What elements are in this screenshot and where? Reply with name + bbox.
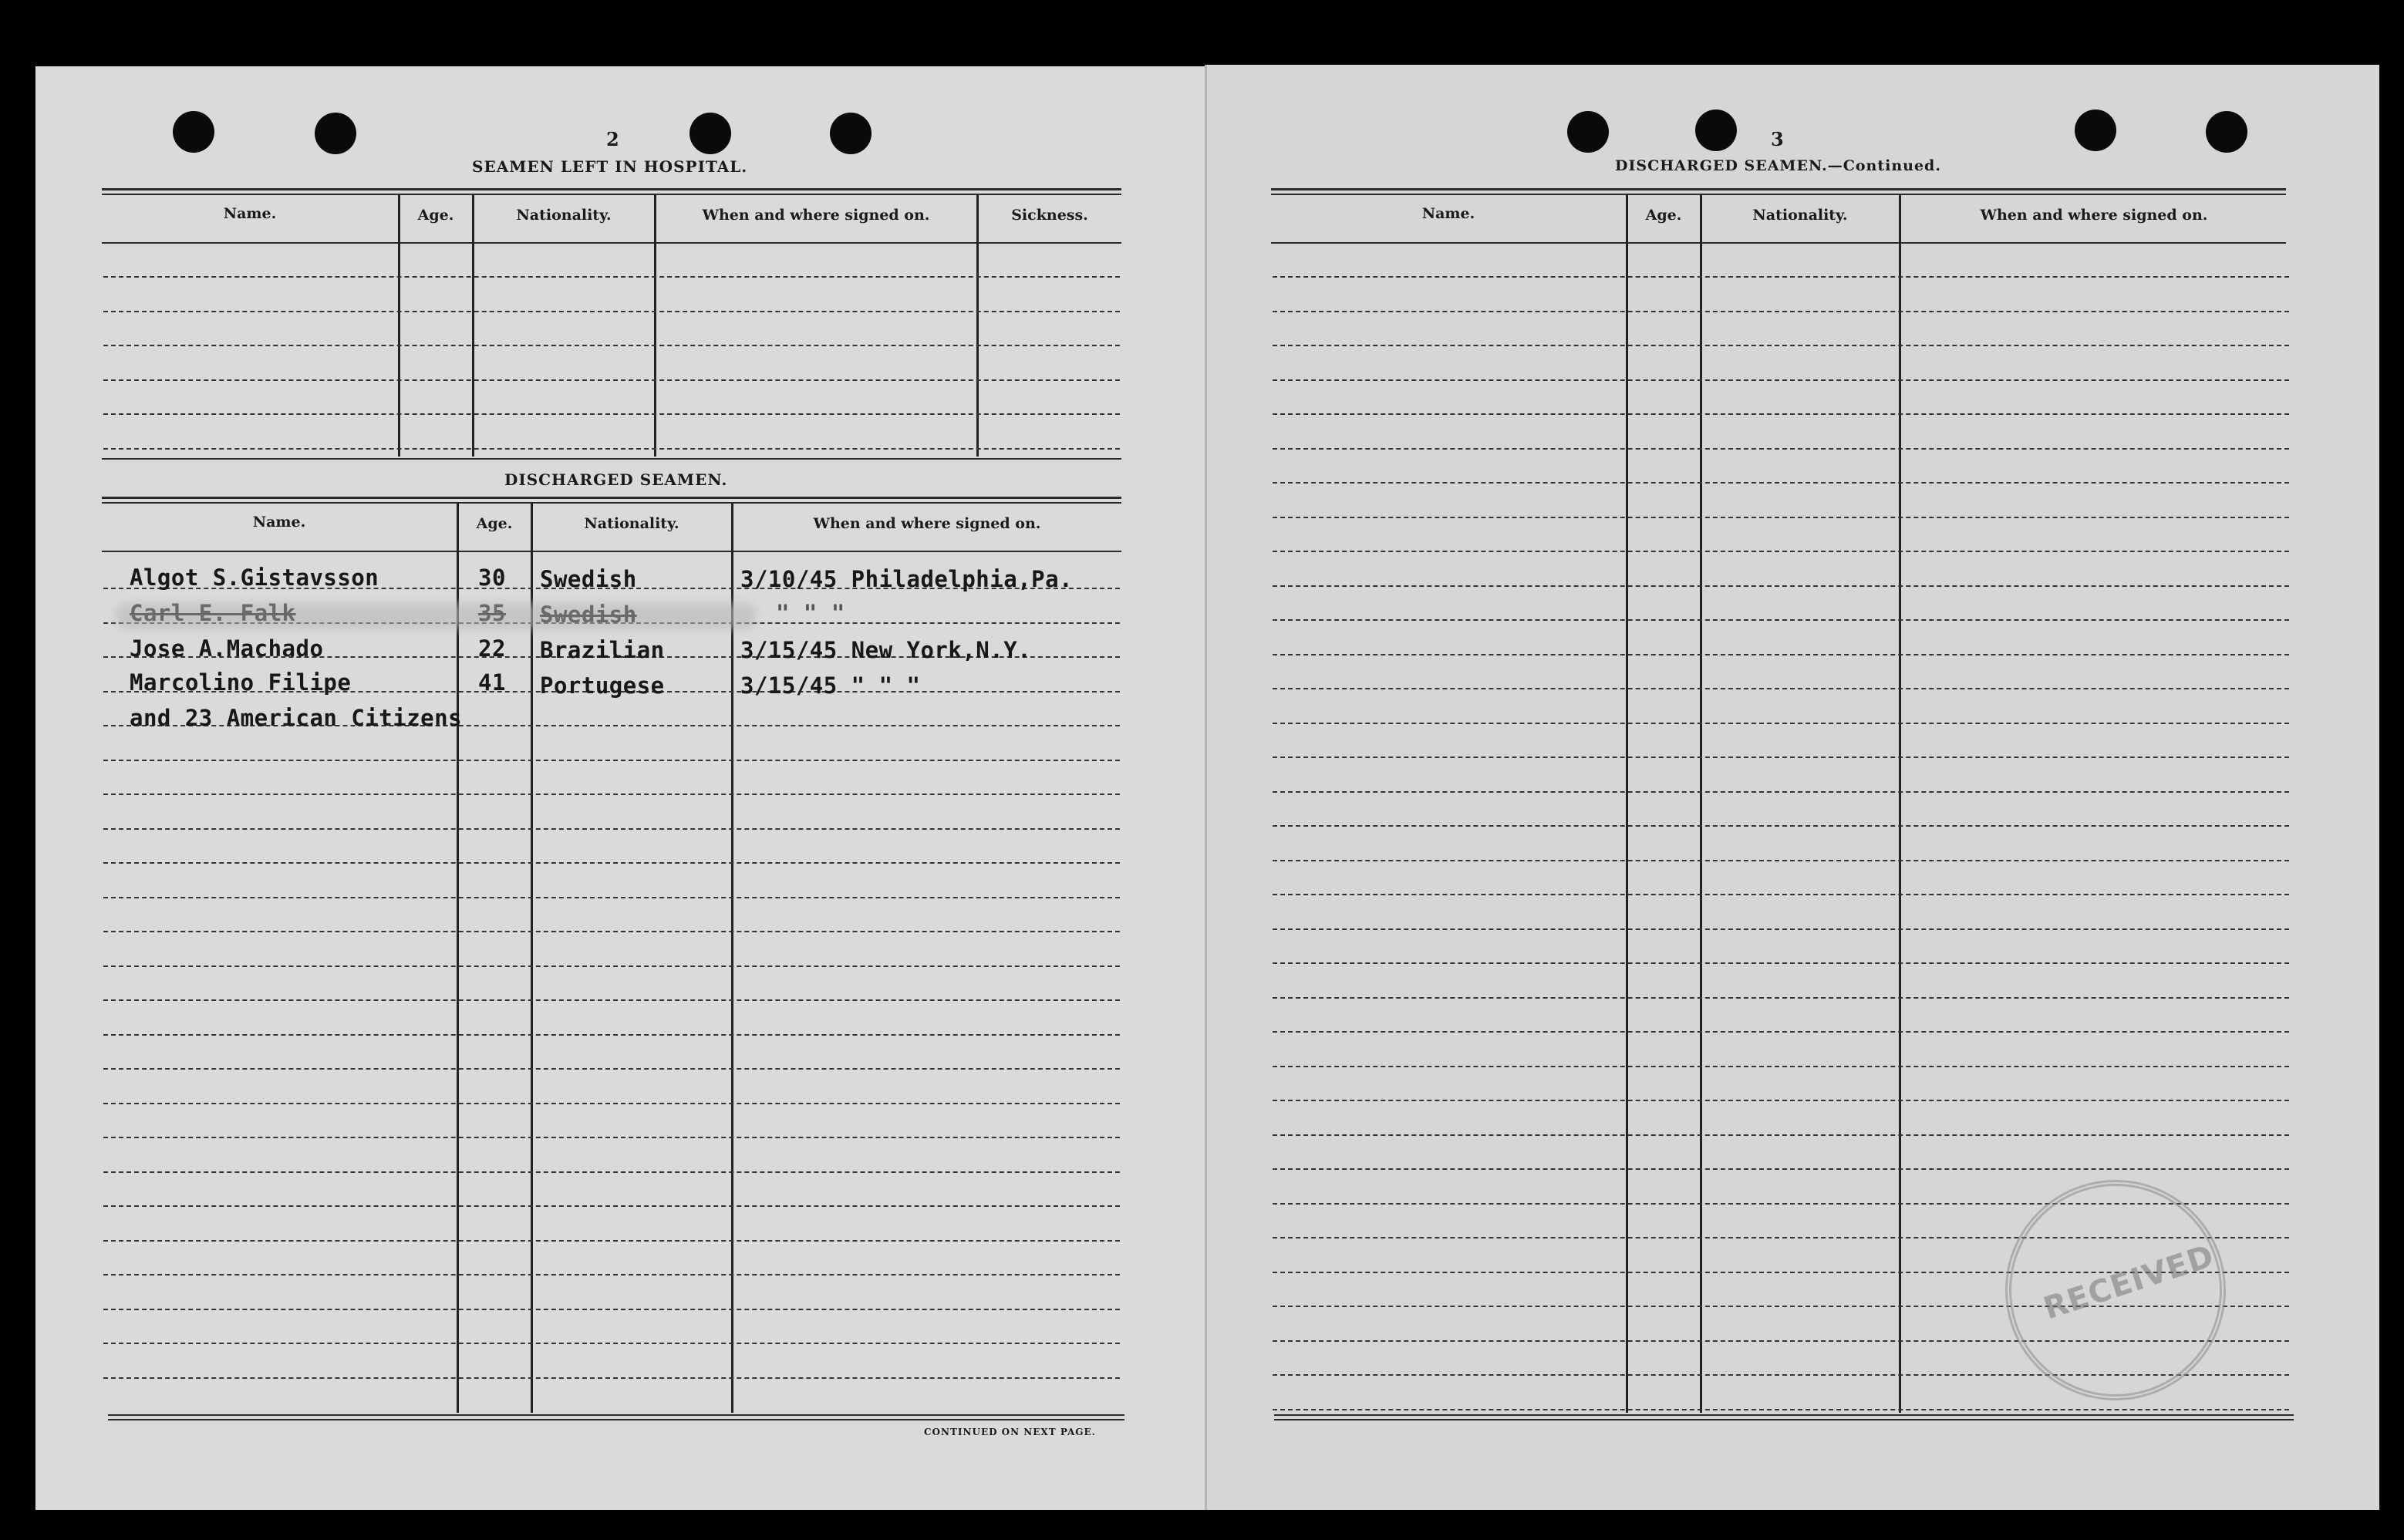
column-divider bbox=[1700, 194, 1702, 1413]
seaman-nationality: Portugese bbox=[540, 672, 665, 699]
ruled-line bbox=[1273, 311, 2289, 312]
page-number: 3 bbox=[1771, 128, 1784, 150]
ruled-line bbox=[1273, 723, 2289, 724]
header-signed-on: When and where signed on. bbox=[1980, 207, 2208, 224]
punch-hole bbox=[315, 113, 356, 154]
left-page bbox=[35, 66, 1209, 1510]
ruled-line bbox=[103, 1205, 1120, 1207]
column-divider bbox=[531, 503, 533, 1413]
ruled-line bbox=[1273, 757, 2289, 758]
seaman-age: 35 bbox=[478, 600, 506, 626]
table-rule bbox=[1271, 188, 2286, 190]
punch-hole bbox=[1695, 110, 1737, 151]
header-age: Age. bbox=[1645, 207, 1682, 224]
table-rule bbox=[102, 497, 1121, 499]
table-rule bbox=[108, 1419, 1124, 1420]
punch-hole bbox=[1567, 111, 1609, 153]
column-divider bbox=[472, 194, 474, 457]
ruled-line bbox=[1273, 997, 2289, 999]
header-sickness: Sickness. bbox=[1011, 207, 1088, 224]
table-rule bbox=[108, 1414, 1124, 1416]
table-rule bbox=[1274, 1419, 2294, 1420]
seaman-name: Marcolino Filipe bbox=[130, 669, 352, 696]
header-signed-on: When and where signed on. bbox=[813, 515, 1041, 532]
ruled-line bbox=[103, 311, 1120, 312]
punch-hole bbox=[2206, 111, 2247, 153]
ruled-line bbox=[1273, 276, 2289, 278]
ruled-line bbox=[103, 345, 1120, 346]
ruled-line bbox=[1273, 448, 2289, 450]
ruled-line bbox=[103, 965, 1120, 967]
column-divider bbox=[398, 194, 400, 457]
ruled-line bbox=[103, 931, 1120, 932]
ruled-line bbox=[1273, 962, 2289, 964]
punch-hole bbox=[2075, 110, 2116, 151]
ruled-line bbox=[103, 897, 1120, 898]
header-name: Name. bbox=[1421, 205, 1475, 222]
ruled-line bbox=[1273, 482, 2289, 484]
ruled-line bbox=[103, 1274, 1120, 1275]
ruled-line bbox=[1273, 1100, 2289, 1101]
ruled-line bbox=[1273, 791, 2289, 793]
table-rule bbox=[1271, 242, 2286, 244]
seaman-name: Jose A.Machado bbox=[130, 635, 324, 662]
ruled-line bbox=[1273, 379, 2289, 381]
discharged-section-title: DISCHARGED SEAMEN. bbox=[504, 470, 728, 489]
ruled-line bbox=[1273, 1031, 2289, 1033]
ruled-line bbox=[103, 1171, 1120, 1173]
ruled-line bbox=[1273, 654, 2289, 655]
ruled-line bbox=[1273, 1134, 2289, 1136]
ruled-line bbox=[1273, 585, 2289, 587]
column-divider bbox=[457, 503, 459, 1413]
ruled-line bbox=[103, 413, 1120, 415]
header-name: Name. bbox=[252, 514, 306, 531]
table-rule bbox=[102, 502, 1121, 504]
column-divider bbox=[731, 503, 733, 1413]
header-age: Age. bbox=[476, 515, 513, 532]
table-rule bbox=[102, 242, 1121, 244]
ruled-line bbox=[1273, 825, 2289, 827]
seaman-nationality: Swedish bbox=[540, 566, 637, 592]
column-divider bbox=[654, 194, 656, 457]
right-section-title: DISCHARGED SEAMEN.—Continued. bbox=[1615, 157, 1941, 174]
seaman-signed-on: 3/15/45 " " " bbox=[740, 672, 921, 699]
column-divider bbox=[976, 194, 979, 457]
ruled-line bbox=[1273, 517, 2289, 518]
table-rule bbox=[102, 551, 1121, 552]
column-divider bbox=[1626, 194, 1628, 1413]
table-rule bbox=[1271, 194, 2286, 195]
ruled-line bbox=[1273, 894, 2289, 895]
ruled-line bbox=[103, 828, 1120, 830]
seaman-age: 41 bbox=[478, 669, 506, 696]
ruled-line bbox=[1273, 860, 2289, 861]
ruled-line bbox=[103, 794, 1120, 795]
ruled-line bbox=[103, 448, 1120, 450]
seaman-age: 22 bbox=[478, 635, 506, 662]
seaman-nationality: Brazilian bbox=[540, 637, 665, 663]
header-name: Name. bbox=[223, 205, 277, 222]
seaman-signed-on: " " " bbox=[776, 600, 845, 626]
seaman-signed-on: 3/15/45 New York,N.Y. bbox=[740, 637, 1032, 663]
header-nationality: Nationality. bbox=[584, 515, 679, 532]
punch-hole bbox=[173, 111, 214, 153]
ruled-line bbox=[1273, 928, 2289, 930]
ruled-line bbox=[103, 1068, 1120, 1070]
table-rule bbox=[102, 188, 1121, 190]
ruled-line bbox=[103, 1377, 1120, 1379]
ruled-line bbox=[1273, 413, 2289, 415]
ruled-line bbox=[103, 1103, 1120, 1104]
ruled-line bbox=[103, 1137, 1120, 1138]
ruled-line bbox=[103, 1034, 1120, 1036]
seaman-signed-on: 3/10/45 Philadelphia,Pa. bbox=[740, 566, 1074, 592]
column-divider bbox=[1899, 194, 1901, 1413]
punch-hole bbox=[830, 113, 872, 154]
seaman-nationality: Swedish bbox=[540, 602, 637, 628]
continued-note: CONTINUED ON NEXT PAGE. bbox=[924, 1427, 1096, 1437]
ruled-line bbox=[103, 1343, 1120, 1344]
seaman-name: Carl E. Falk bbox=[130, 600, 296, 626]
header-age: Age. bbox=[417, 207, 454, 224]
ruled-line bbox=[1273, 688, 2289, 689]
header-nationality: Nationality. bbox=[516, 207, 612, 224]
page-number: 2 bbox=[606, 128, 619, 150]
ruled-line bbox=[1273, 551, 2289, 552]
stamp-text: RECEIVED bbox=[2039, 1238, 2219, 1327]
ruled-line bbox=[1273, 1066, 2289, 1067]
ruled-line bbox=[103, 276, 1120, 278]
ruled-line bbox=[1273, 1409, 2289, 1410]
ruled-line bbox=[1273, 345, 2289, 346]
ruled-line bbox=[103, 999, 1120, 1001]
seaman-name: Algot S.Gistavsson bbox=[130, 564, 379, 591]
ruled-line bbox=[103, 1240, 1120, 1242]
seaman-age: 30 bbox=[478, 564, 506, 591]
hospital-section-title: SEAMEN LEFT IN HOSPITAL. bbox=[472, 157, 748, 176]
ruled-line bbox=[103, 862, 1120, 864]
punch-hole bbox=[690, 113, 731, 154]
seaman-name: and 23 American Citizens bbox=[130, 705, 463, 731]
ruled-line bbox=[103, 1309, 1120, 1310]
table-rule bbox=[1274, 1414, 2294, 1416]
ruled-line bbox=[103, 379, 1120, 381]
table-rule bbox=[102, 458, 1121, 460]
header-signed-on: When and where signed on. bbox=[702, 207, 930, 224]
ruled-line bbox=[1273, 619, 2289, 621]
ruled-line bbox=[103, 760, 1120, 761]
table-rule bbox=[102, 194, 1121, 195]
header-nationality: Nationality. bbox=[1752, 207, 1848, 224]
ruled-line bbox=[1273, 1168, 2289, 1170]
